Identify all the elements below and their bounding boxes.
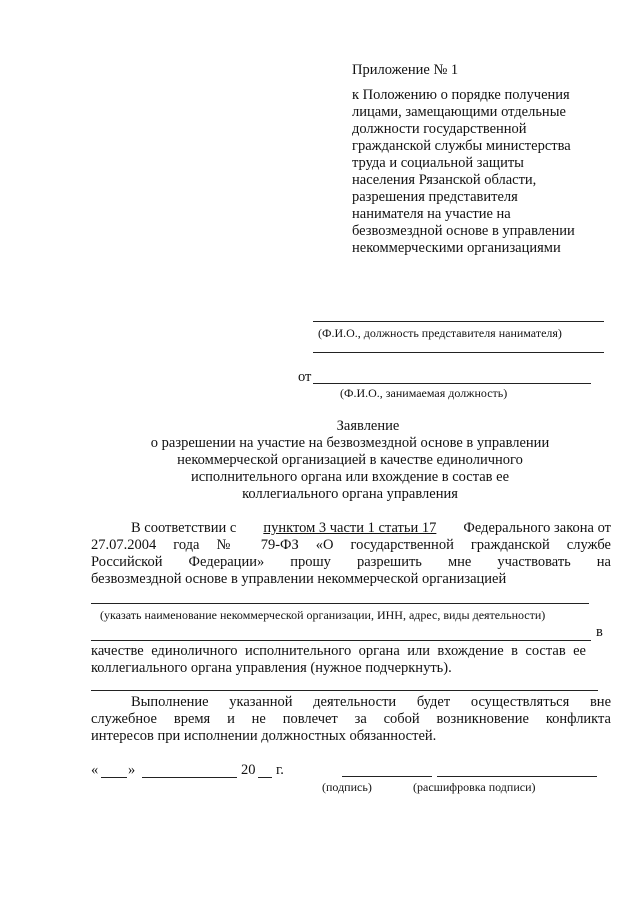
appendix-line: безвозмездной основе в управлении <box>352 223 575 239</box>
from-fill-line[interactable] <box>313 383 591 384</box>
paragraph-line: Российской Федерации» прошу разрешить мне участвовать на <box>91 554 611 570</box>
statement-subtitle-line: о разрешении на участие на безвозмездной основе в управлении <box>150 435 550 451</box>
text-fragment: В соответствии с <box>131 520 237 536</box>
appendix-line: лицами, замещающими отдельные <box>352 104 566 120</box>
date-close-quote: » <box>128 762 136 778</box>
appendix-line: населения Рязанской области, <box>352 172 537 188</box>
appendix-description <box>352 87 575 257</box>
signature-decoding-line[interactable] <box>437 776 597 777</box>
signature-line[interactable] <box>342 776 432 777</box>
from-caption: (Ф.И.О., занимаемая должность) <box>340 386 508 400</box>
employer-fill-line-2[interactable] <box>313 352 604 353</box>
employer-fill-line[interactable] <box>313 321 604 322</box>
paragraph-line: интересов при исполнении должностных обязанностей. <box>91 728 437 744</box>
signature-caption: (подпись) <box>322 780 372 794</box>
appendix-line: к Положению о порядке получения <box>352 87 570 103</box>
paragraph-line: 27.07.2004 года № 79-ФЗ «О государственной гражданской службе <box>91 537 611 553</box>
separator-line <box>91 690 598 691</box>
appendix-line: гражданской службы министерства <box>352 138 571 154</box>
appendix-line: некоммерческими организациями <box>352 240 561 256</box>
date-day-line[interactable] <box>101 777 127 778</box>
organization-fill-line-2[interactable] <box>91 640 591 641</box>
from-label: от <box>298 369 312 385</box>
date-year-line[interactable] <box>258 777 272 778</box>
paragraph-line: безвозмездной основе в управлении некоммерческой организацией <box>91 571 507 587</box>
appendix-title: Приложение № 1 <box>352 62 459 78</box>
paragraph-request <box>91 520 611 588</box>
paragraph-line: Выполнение указанной деятельности будет осуществляться вне <box>131 694 611 710</box>
statement-subtitle-line: коллегиального органа управления <box>242 486 458 502</box>
year-suffix: г. <box>276 762 284 778</box>
organization-fill-line[interactable] <box>91 603 589 604</box>
law-article-link[interactable]: пунктом 3 части 1 статьи 17 <box>263 520 437 536</box>
statement-subtitle-line: некоммерческой организацией в качестве единоличного <box>177 452 523 468</box>
text-fragment: Федерального закона от <box>463 520 611 536</box>
employer-caption: (Ф.И.О., должность представителя нанимателя) <box>318 326 562 340</box>
decoding-caption: (расшифровка подписи) <box>413 780 536 794</box>
appendix-line: труда и социальной защиты <box>352 155 524 171</box>
date-month-line[interactable] <box>142 777 237 778</box>
appendix-line: нанимателя на участие на <box>352 206 511 222</box>
date-open-quote: « <box>91 762 99 778</box>
paragraph-line: качестве единоличного исполнительного органа или вхождение в состав ее <box>91 643 586 659</box>
appendix-line: должности государственной <box>352 121 527 137</box>
paragraph-line: коллегиального органа управления (нужное подчеркнуть). <box>91 660 452 676</box>
statement-title: Заявление <box>336 418 400 434</box>
appendix-line: разрешения представителя <box>352 189 518 205</box>
statement-subtitle-line: исполнительного органа или вхождение в состав ее <box>190 469 510 485</box>
paragraph-conflict <box>91 694 611 745</box>
organization-caption: (указать наименование некоммерческой организации, ИНН, адрес, виды деятельности) <box>100 608 546 622</box>
v-label: в <box>596 624 603 640</box>
statement-subtitle <box>100 435 640 503</box>
paragraph-line <box>91 520 611 537</box>
paragraph-line: служебное время и не повлечет за собой возникновение конфликта <box>91 711 611 727</box>
year-label: 20 <box>241 762 256 778</box>
paragraph-role <box>91 643 586 677</box>
